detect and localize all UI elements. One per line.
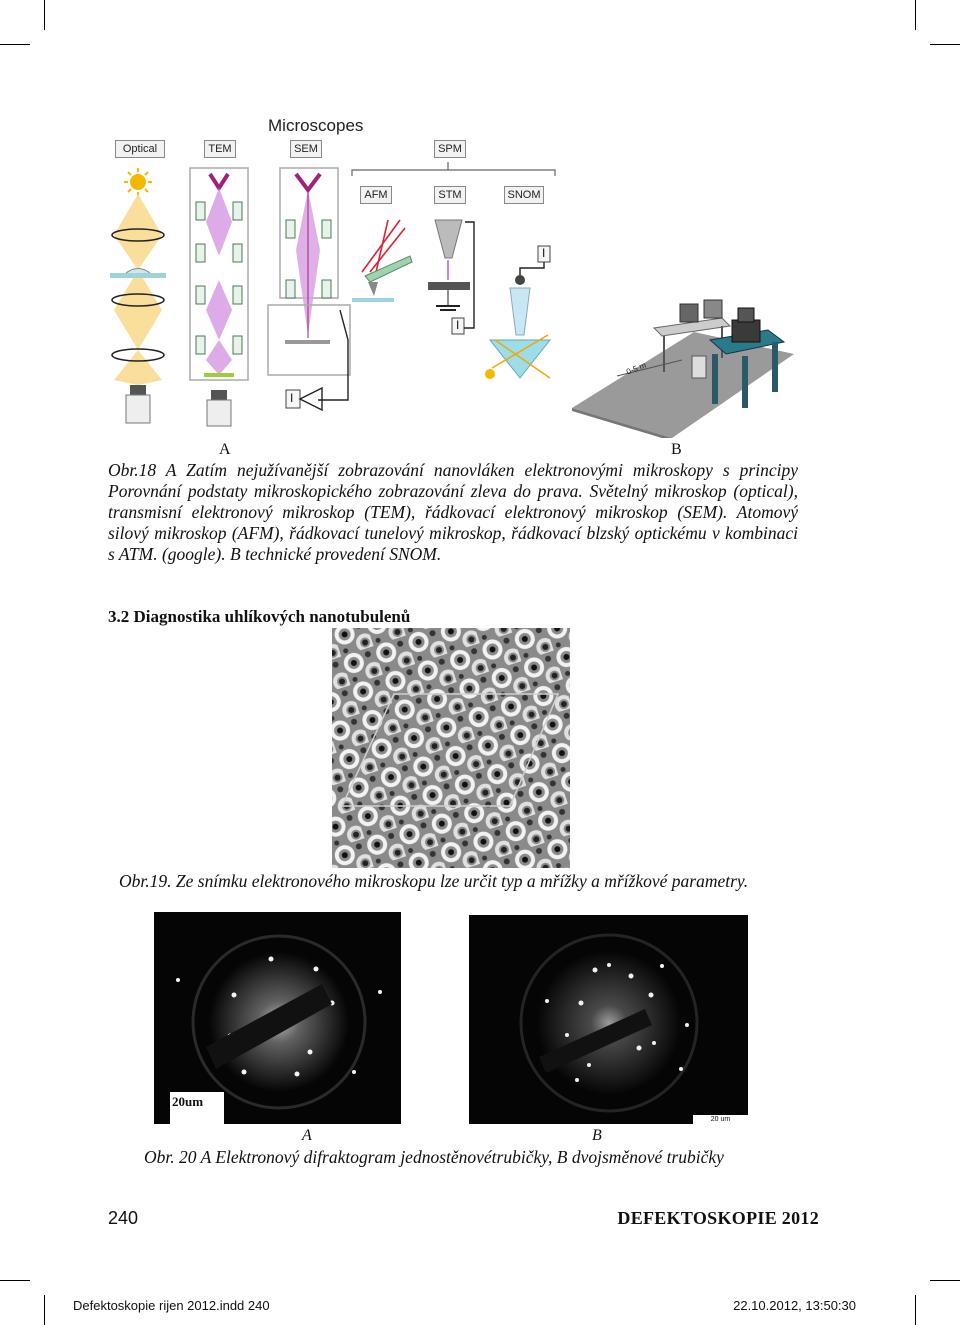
crop-mark bbox=[915, 1295, 916, 1325]
crop-mark bbox=[44, 0, 45, 30]
snom-lab-illustration bbox=[572, 296, 794, 438]
crop-mark bbox=[44, 1295, 45, 1325]
journal-title: DEFEKTOSKOPIE 2012 bbox=[617, 1208, 819, 1228]
afm-icon bbox=[352, 220, 412, 302]
scale-label: 0-5 m bbox=[625, 360, 648, 377]
detector-label-stm: I bbox=[456, 318, 460, 332]
diffraction-b-graphic bbox=[469, 915, 748, 1124]
microscopes-diagram bbox=[100, 110, 570, 440]
sem-microscope-icon bbox=[268, 168, 350, 410]
crop-mark bbox=[0, 1280, 30, 1281]
label-spm: SPM bbox=[434, 140, 466, 158]
lattice-pattern bbox=[332, 628, 570, 868]
slug-file: Defektoskopie rijen 2012.indd 240 bbox=[73, 1298, 270, 1313]
figure18-caption: Obr.18 A Zatím nejužívanější zobrazování nanovláken elektronovými mikroskopy s principy Porovnání podstaty mikroskopického zobrazování zleva do prava. Světelný mikroskop (optical), transmisní elektronový mikroskop (TEM), řádkovací elektronový mikroskop (SEM). Atomový silový mikroskop (AFM), řádkovací tunelový mikroskop, řádkovací blzský optickému v kombinaci s ATM. (google). B technické provedení SNOM. bbox=[108, 460, 798, 564]
crop-mark bbox=[930, 44, 960, 45]
snom-icon bbox=[485, 246, 550, 379]
detector-label-sem: I bbox=[290, 391, 294, 405]
figure20-label-b: B bbox=[592, 1127, 602, 1144]
figure19-caption: Obr.19. Ze snímku elektronového mikroskopu lze určit typ a mřížky a mřížkové parametry. bbox=[119, 871, 749, 891]
figure20-label-a: A bbox=[302, 1127, 312, 1144]
crop-mark bbox=[915, 0, 916, 30]
label-afm: AFM bbox=[360, 186, 392, 204]
detector-label-snom: I bbox=[542, 246, 546, 260]
figure20-caption: Obr. 20 A Elektronový difraktogram jednostěnovétrubičky, B dvojsměnové trubičky bbox=[144, 1147, 724, 1167]
optical-microscope-icon bbox=[110, 168, 166, 423]
diffraction-pattern-a bbox=[154, 912, 401, 1124]
label-stm: STM bbox=[434, 186, 466, 204]
crop-mark bbox=[930, 1280, 960, 1281]
stm-icon bbox=[428, 220, 474, 334]
scale-bar-a bbox=[170, 1092, 224, 1124]
lattice-micrograph bbox=[332, 628, 570, 868]
scale-bar-b-label: 20 um bbox=[710, 1116, 731, 1123]
tem-microscope-icon bbox=[190, 168, 248, 426]
diagram-title: Microscopes bbox=[268, 116, 364, 135]
figure18-label-a: A bbox=[219, 441, 231, 458]
diffraction-pattern-b bbox=[469, 915, 748, 1124]
slug-timestamp: 22.10.2012, 13:50:30 bbox=[733, 1298, 856, 1313]
page-number: 240 bbox=[108, 1208, 139, 1228]
label-sem: SEM bbox=[290, 140, 322, 158]
label-tem: TEM bbox=[204, 140, 236, 158]
microscopes-schematic bbox=[100, 110, 570, 440]
scale-bar-a-label: 20um bbox=[172, 1094, 204, 1109]
figure18-label-b: B bbox=[671, 441, 682, 458]
snom-setup-render bbox=[572, 296, 794, 438]
scale-bar-b bbox=[693, 1115, 748, 1124]
label-snom: SNOM bbox=[504, 186, 544, 204]
label-optical: Optical bbox=[115, 140, 165, 158]
section-heading: 3.2 Diagnostika uhlíkových nanotubulenů bbox=[108, 607, 411, 626]
crop-mark bbox=[0, 44, 30, 45]
